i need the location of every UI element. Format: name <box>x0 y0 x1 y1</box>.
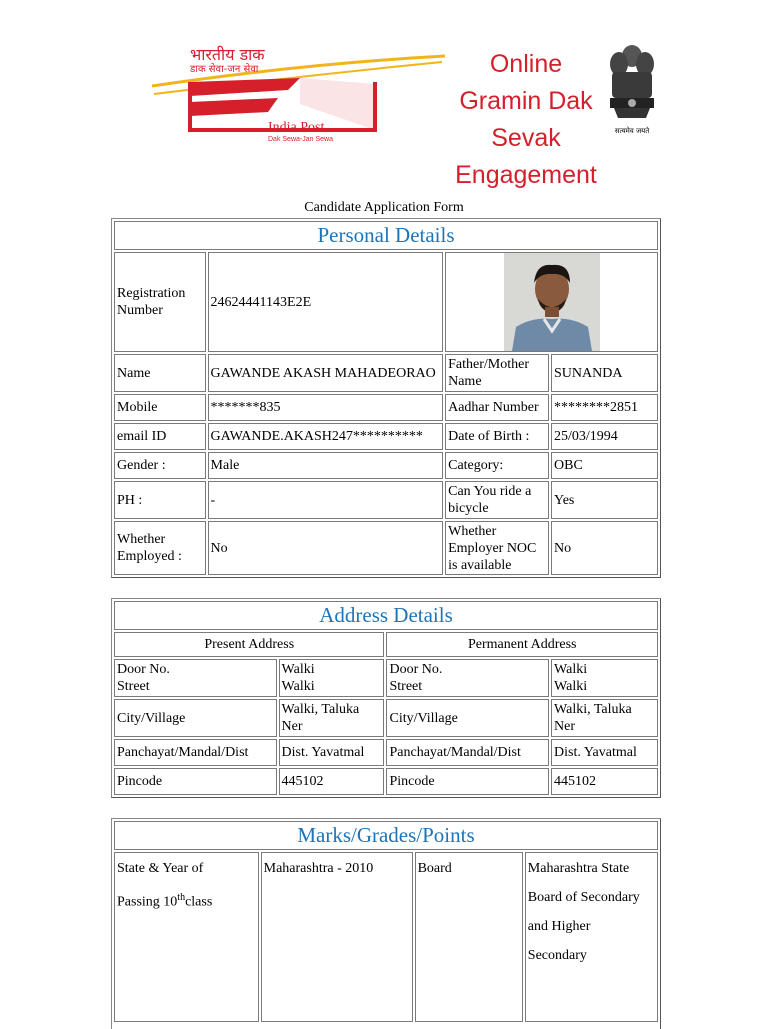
present-address-heading: Present Address <box>114 632 384 657</box>
registration-value: 24624441143E2E <box>208 252 444 352</box>
permanent-door-label-line2: Street <box>389 679 423 694</box>
board-label: Board <box>415 852 523 1022</box>
noc-value: No <box>551 521 658 575</box>
employed-label: Whether Employed : <box>114 521 206 575</box>
employed-value: No <box>208 521 444 575</box>
permanent-pincode-value: 445102 <box>551 768 658 795</box>
present-city-label: City/Village <box>114 699 277 737</box>
registration-label: Registration Number <box>114 252 206 352</box>
personal-details-section <box>111 218 661 578</box>
present-door-label <box>114 659 277 697</box>
state-year-label-superscript: th <box>177 892 186 903</box>
title-line-2: Gramin Dak <box>459 87 593 115</box>
bicycle-value: Yes <box>551 481 658 519</box>
marks-title: Marks/Grades/Points <box>114 821 658 850</box>
personal-details-title: Personal Details <box>114 221 658 250</box>
permanent-pincode-label: Pincode <box>386 768 549 795</box>
gender-value: Male <box>208 452 444 479</box>
email-value: GAWANDE.AKASH247********** <box>208 423 444 450</box>
candidate-photo <box>504 253 600 351</box>
ashoka-emblem-icon <box>604 42 660 137</box>
ph-label: PH : <box>114 481 206 519</box>
bicycle-label: Can You ride a bicycle <box>445 481 549 519</box>
aadhar-label: Aadhar Number <box>445 394 549 421</box>
title-line-3: Sevak <box>491 124 561 152</box>
state-year-label <box>114 852 259 1022</box>
present-door-label-line1: Door No. <box>117 662 170 677</box>
state-year-label-line2 <box>117 883 256 917</box>
address-details-section <box>111 598 661 798</box>
gender-label: Gender : <box>114 452 206 479</box>
state-year-label-line1: State & Year of <box>117 861 204 876</box>
category-value: OBC <box>551 452 658 479</box>
title-line-1: Online <box>489 50 563 78</box>
page-title <box>440 46 612 194</box>
permanent-city-value: Walki, Taluka Ner <box>551 699 658 737</box>
logo-english-tagline: Dak Sewa-Jan Sewa <box>268 136 333 143</box>
state-year-label-text: Passing 10 <box>117 894 178 910</box>
permanent-dist-value: Dist. Yavatmal <box>551 739 658 766</box>
category-label: Category: <box>445 452 549 479</box>
present-pincode-value: 445102 <box>279 768 385 795</box>
email-label: email ID <box>114 423 206 450</box>
name-value: GAWANDE AKASH MAHADEORAO <box>208 354 444 392</box>
dob-label: Date of Birth : <box>445 423 549 450</box>
present-dist-label: Panchayat/Mandal/Dist <box>114 739 277 766</box>
national-emblem <box>604 42 660 137</box>
mobile-label: Mobile <box>114 394 206 421</box>
board-value-line4: Secondary <box>527 948 587 963</box>
ph-value: - <box>208 481 444 519</box>
permanent-door-value-line2: Walki <box>554 679 588 694</box>
logo-hindi-title: भारतीय डाक <box>190 45 265 64</box>
parent-name-label: Father/Mother Name <box>445 354 549 392</box>
emblem-motto: सत्यमेव जयते <box>614 127 650 135</box>
logo-english-name: India Post <box>268 120 325 135</box>
board-value <box>525 852 658 1022</box>
board-value-line3: and Higher <box>527 919 591 934</box>
parent-name-value: SUNANDA <box>551 354 658 392</box>
address-details-table <box>112 599 660 797</box>
title-line-4: Engagement <box>455 161 597 189</box>
marks-table <box>112 819 660 1024</box>
present-door-value-line2: Walki <box>281 679 315 694</box>
mobile-value: *******835 <box>208 394 444 421</box>
board-value-line2: Board of Secondary <box>527 890 640 905</box>
permanent-address-heading: Permanent Address <box>386 632 658 657</box>
present-city-value: Walki, Taluka Ner <box>279 699 385 737</box>
permanent-door-label-line1: Door No. <box>389 662 443 677</box>
india-post-logo <box>150 44 450 144</box>
marks-section <box>111 818 661 1029</box>
permanent-dist-label: Panchayat/Mandal/Dist <box>386 739 549 766</box>
present-pincode-label: Pincode <box>114 768 277 795</box>
present-door-label-line2: Street <box>117 679 150 694</box>
india-post-logo-graphic <box>150 44 450 144</box>
name-label: Name <box>114 354 206 392</box>
board-value-line1: Maharashtra State <box>527 861 630 876</box>
form-caption: Candidate Application Form <box>304 200 464 215</box>
permanent-door-value <box>551 659 658 697</box>
noc-label: Whether Employer NOC is available <box>445 521 549 575</box>
personal-details-table <box>112 219 660 577</box>
present-door-value-line1: Walki <box>281 662 315 677</box>
permanent-door-label <box>386 659 549 697</box>
dob-value: 25/03/1994 <box>551 423 658 450</box>
present-dist-value: Dist. Yavatmal <box>279 739 385 766</box>
logo-hindi-tagline: डाक सेवा-जन सेवा <box>190 64 259 75</box>
state-year-value: Maharashtra - 2010 <box>261 852 413 1022</box>
aadhar-value: ********2851 <box>551 394 658 421</box>
present-door-value <box>279 659 385 697</box>
state-year-label-suffix: class <box>185 894 213 910</box>
address-details-title: Address Details <box>114 601 658 630</box>
permanent-door-value-line1: Walki <box>554 662 588 677</box>
permanent-city-label: City/Village <box>386 699 549 737</box>
photo-cell <box>445 252 658 352</box>
